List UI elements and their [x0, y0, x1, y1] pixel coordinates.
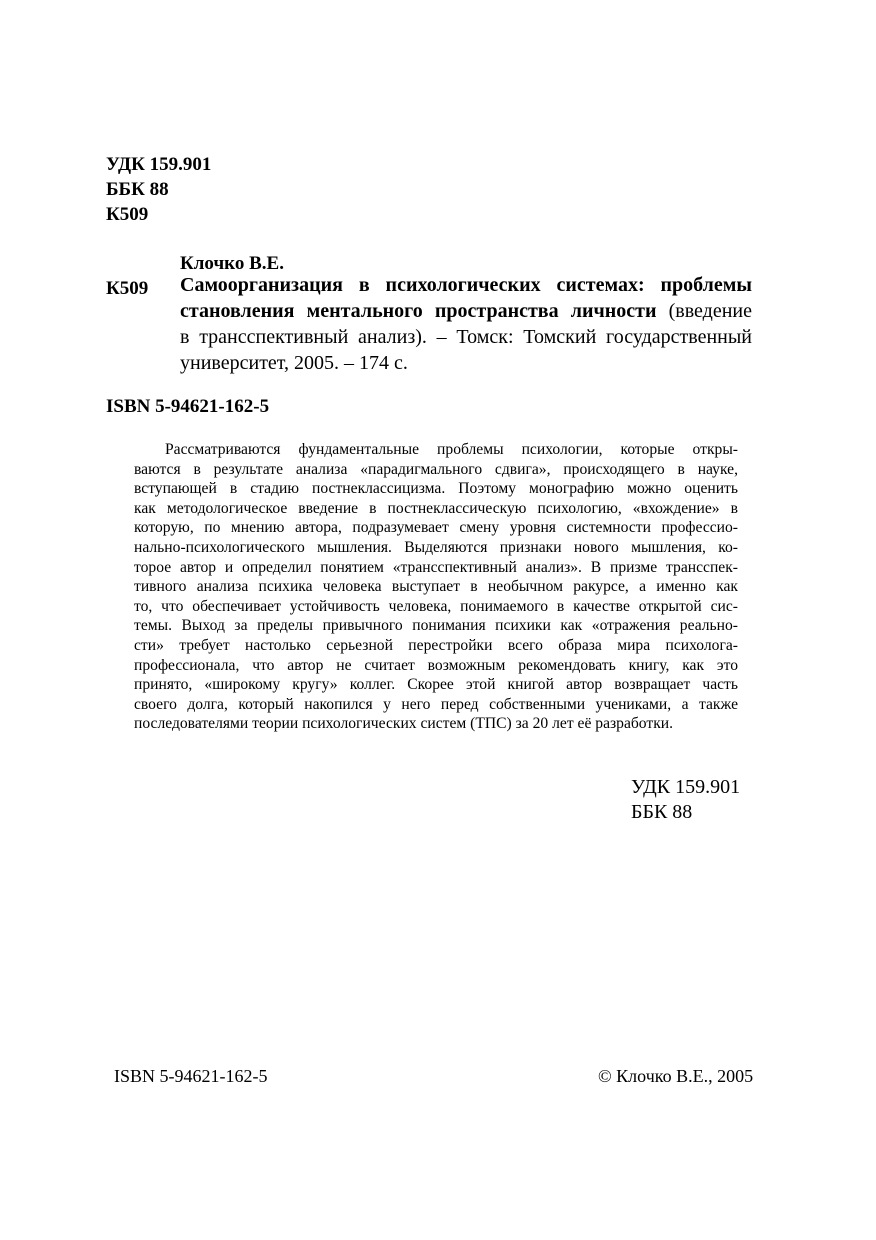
udk-code: УДК 159.901 [106, 154, 212, 175]
abstract-line: нально-психологического мышления. Выделяются признаки нового мышления, ко- [134, 538, 738, 556]
biblio-line: в трансспективный анализ). – Томск: Томский государственный [180, 326, 752, 348]
classification-codes [106, 152, 211, 227]
biblio-line: университет, 2005. – 174 с. [180, 352, 408, 374]
abstract-line: то, что обеспечивает устойчивость человека, понимаемого в качестве открытой сис- [134, 597, 738, 615]
isbn-heading: ISBN 5-94621-162-5 [106, 396, 270, 417]
bibliographic-description [180, 272, 752, 376]
footer-isbn: ISBN 5-94621-162-5 [114, 1066, 268, 1086]
abstract-line: последователями теории психологических систем (ТПС) за 20 лет её разработки. [134, 715, 674, 733]
footer-udk-code: УДК 159.901 [631, 776, 741, 798]
biblio-line: Самоорганизация в психологических системах: проблемы [180, 274, 752, 296]
abstract-line: которую, по мнению автора, подразумевает смену уровня системности профессио- [134, 519, 738, 537]
bbk-code: ББК 88 [106, 179, 169, 200]
abstract-line: Рассматриваются фундаментальные проблемы психологии, которые откры- [165, 441, 738, 458]
record-author-mark: К509 [106, 278, 149, 299]
abstract-line: как методологическое введение в постнеклассическую психологию, «вхождение» в [134, 499, 738, 517]
abstract-line: своего долга, который накопился у него перед собственными учениками, а также [134, 695, 738, 713]
biblio-line: становления ментального пространства личности (введение [180, 300, 752, 322]
abstract-line: темы. Выход за пределы привычного понимания психики как «отражения реально- [134, 617, 738, 635]
copyright-notice: © Клочко В.Е., 2005 [598, 1066, 754, 1086]
author-mark: К509 [106, 204, 149, 225]
abstract-line: торое автор и определил понятием «трансспективный анализ». В призме трансспек- [134, 558, 738, 576]
footer-classification-codes [631, 775, 740, 825]
abstract [134, 440, 738, 734]
abstract-line: тивного анализа психика человека выступает в необычном ракурсе, а именно как [134, 578, 738, 596]
footer-bbk-code: ББК 88 [631, 801, 693, 823]
abstract-line: вступающей в стадию постнеклассицизма. Поэтому монографию можно оценить [134, 480, 738, 498]
abstract-line: ваются в результате анализа «парадигмального сдвига», происходящего в науке, [134, 460, 738, 478]
abstract-line: сти» требует настолько серьезной перестройки всего образа мира психолога- [134, 636, 738, 654]
abstract-line: профессионала, что автор не считает возможным рекомендовать книгу, как это [134, 656, 738, 674]
abstract-line: принято, «широкому кругу» коллег. Скорее этой книгой автор возвращает часть [134, 676, 738, 694]
author-name: Клочко В.Е. [180, 253, 284, 274]
